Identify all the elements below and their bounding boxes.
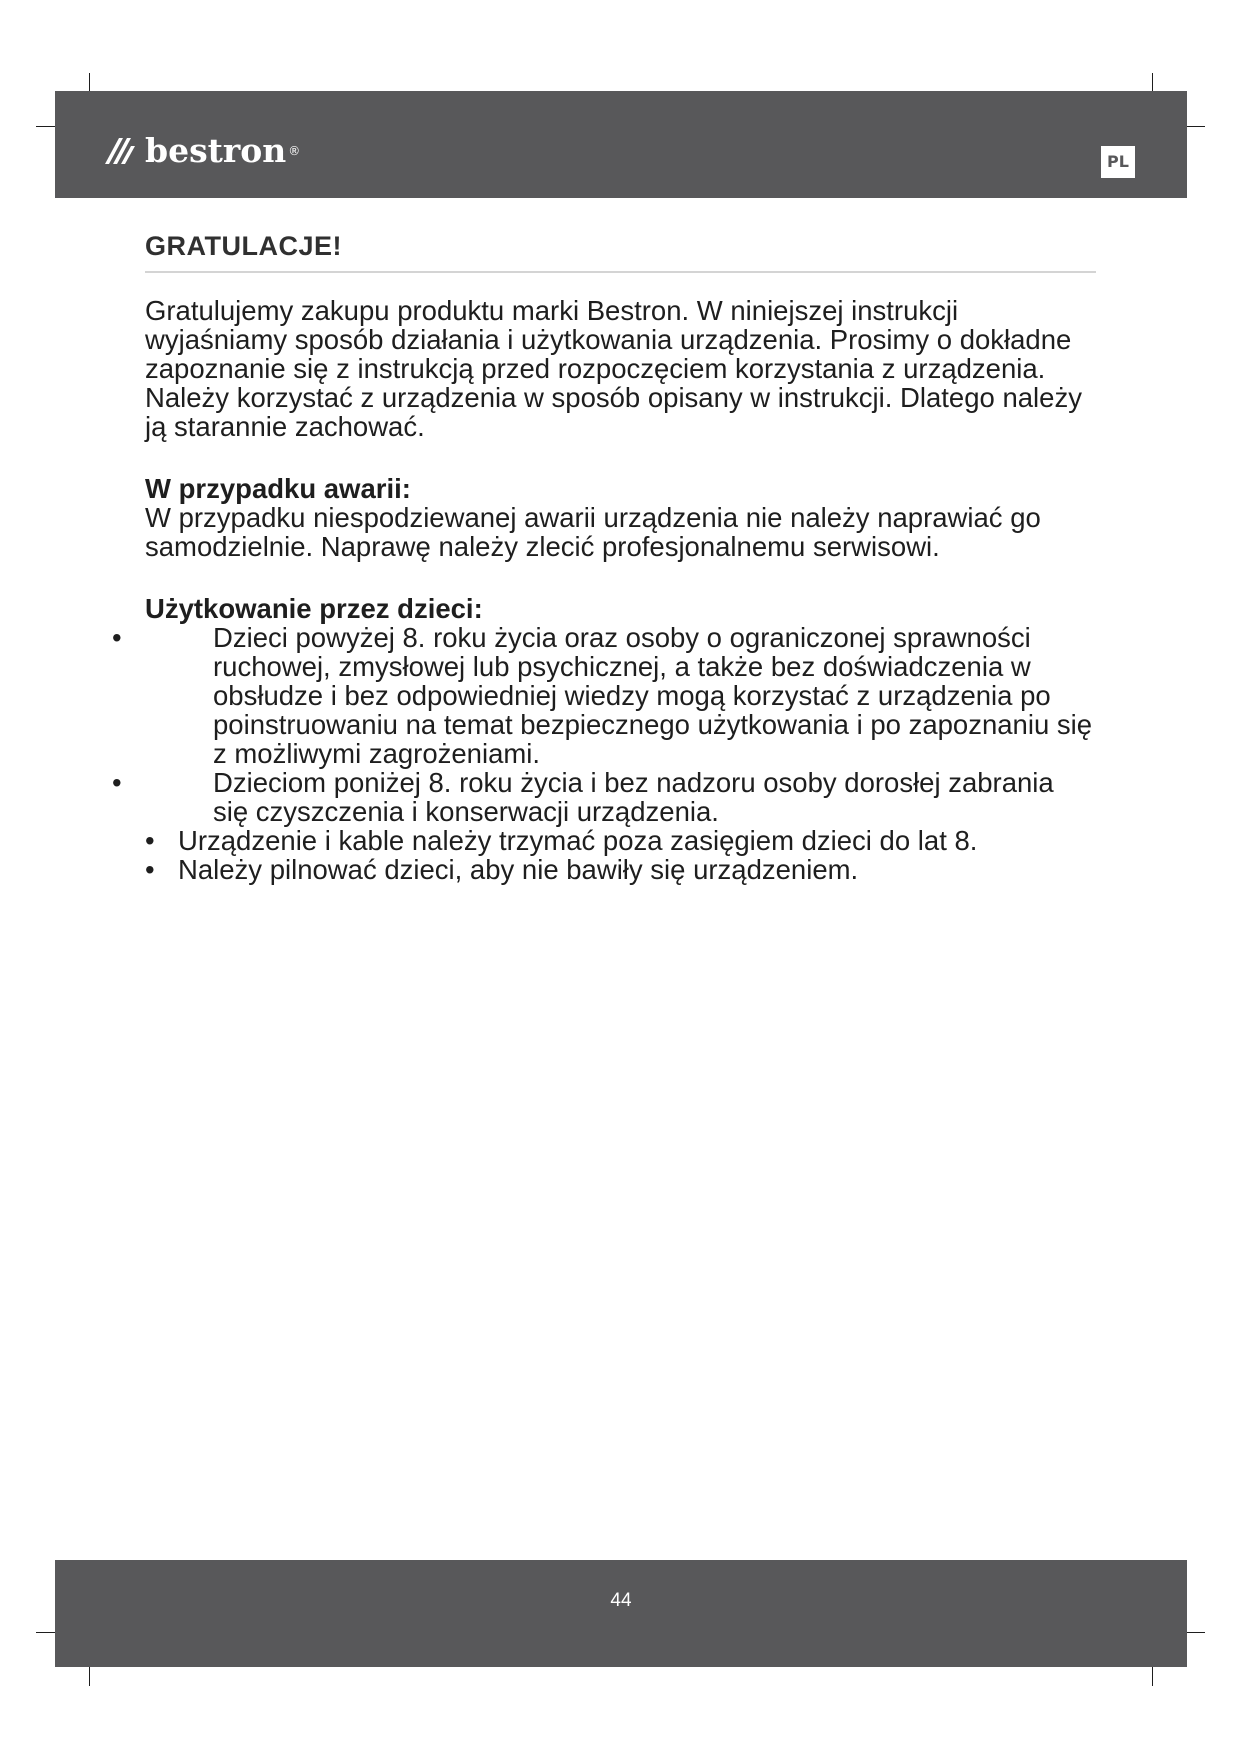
registered-mark: ® bbox=[288, 144, 301, 158]
list-item: • Dzieci powyżej 8. roku życia oraz osoby o ograniczonej sprawności ruchowej, zmysłowej lub psychicznej, a także bez doświadczenia w obsłudze i bez odpowiedniej wiedzy mogą korzystać z urządzenia po poinstruowaniu na temat bezpiecznego użytkowania i po zapoznaniu się z możliwymi zagrożeniami. bbox=[112, 622, 1093, 769]
page-title: GRATULACJE! bbox=[145, 231, 342, 261]
logo-chevron-icon bbox=[105, 134, 137, 168]
failure-paragraph: W przypadku niespodziewanej awarii urządzenia nie należy naprawiać go samodzielnie. Naprawę należy zlecić profesjonalnemu serwisowi. bbox=[145, 502, 1041, 562]
failure-heading: W przypadku awarii: bbox=[145, 473, 411, 504]
list-item: • Urządzenie i kable należy trzymać poza zasięgiem dzieci do lat 8. bbox=[145, 825, 978, 856]
brand-logo bbox=[105, 131, 300, 171]
intro-paragraph: Gratulujemy zakupu produktu marki Bestron. W niniejszej instrukcji wyjaśniamy sposób działania i użytkowania urządzenia. Prosimy o dokładne zapoznanie się z instrukcją przed rozpoczęciem korzystania z urządzenia. Należy korzystać z urządzenia w sposób opisany w instrukcji. Dlatego należy ją starannie zachować. bbox=[145, 295, 1082, 442]
page-number: 44 bbox=[610, 1590, 632, 1611]
title-divider bbox=[145, 271, 1096, 273]
footer-bar bbox=[55, 1560, 1187, 1667]
children-heading: Użytkowanie przez dzieci: bbox=[145, 593, 483, 624]
page-content bbox=[112, 223, 1095, 885]
language-badge: PL bbox=[1101, 146, 1135, 178]
list-item: • Należy pilnować dzieci, aby nie bawiły się urządzeniem. bbox=[145, 854, 859, 885]
brand-name: bestron bbox=[145, 131, 287, 170]
bullet-icon: • bbox=[145, 854, 155, 885]
children-list bbox=[112, 622, 1095, 885]
header-bar bbox=[55, 91, 1187, 198]
bullet-icon: • bbox=[145, 825, 155, 856]
list-item: • Dzieciom poniżej 8. roku życia i bez nadzoru osoby dorosłej zabrania się czyszczenia i konserwacji urządzenia. bbox=[112, 767, 1054, 827]
